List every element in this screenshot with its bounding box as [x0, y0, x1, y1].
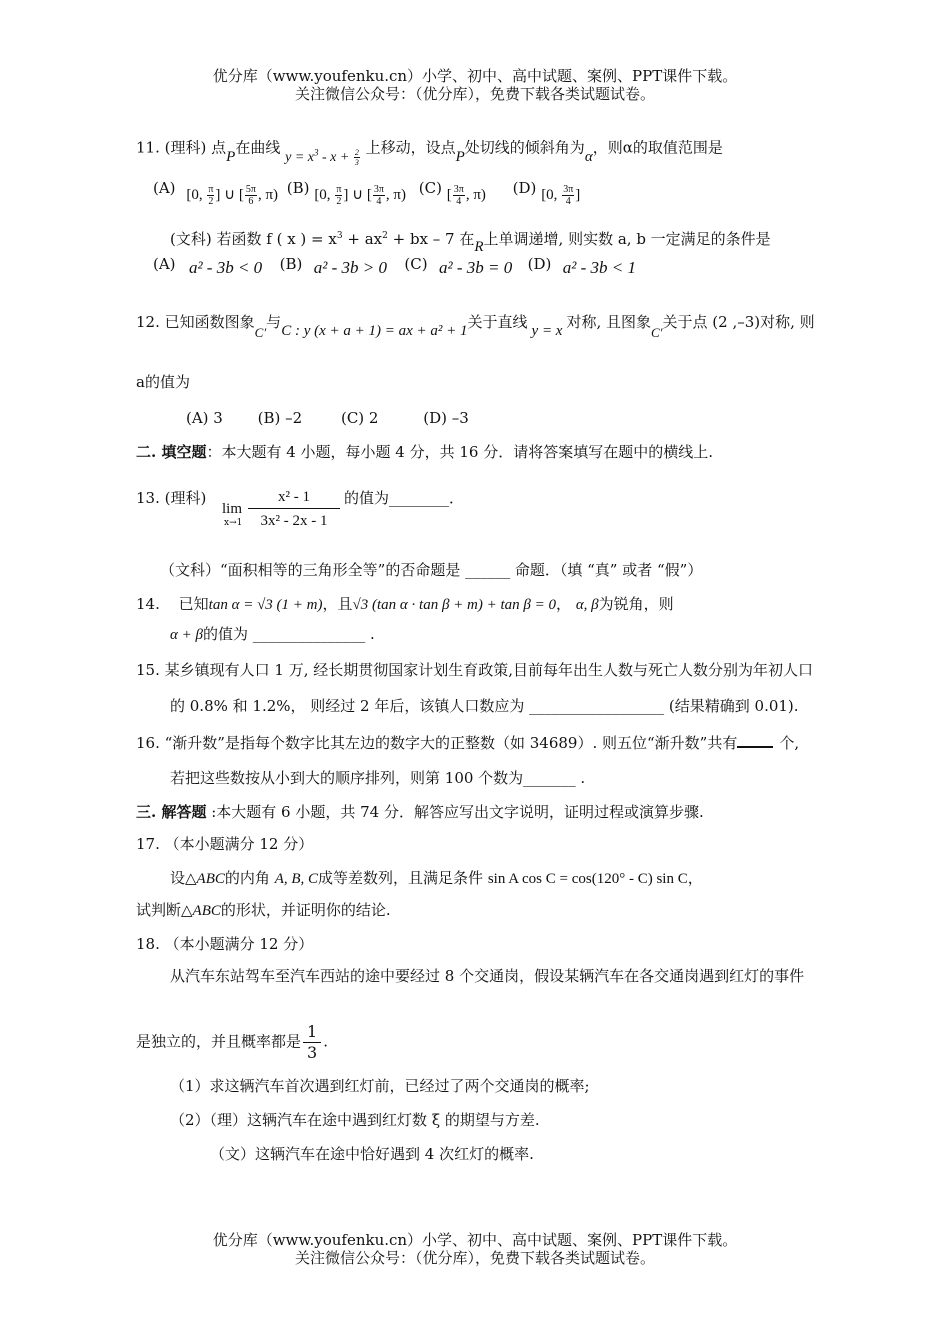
q17-abc-2: ABC: [192, 903, 221, 919]
q18-sub-3: （文）这辆汽车在途中恰好遇到 4 次红灯的概率.: [210, 1145, 534, 1163]
q11-var-p2: P: [455, 148, 465, 165]
q13-wen: （文科）“面积相等的三角形全等”的否命题是 ______ 命题．（填 “真” 或者 “假”）: [160, 561, 703, 579]
section2-heading: [136, 442, 713, 462]
q11-wen-text-c: + bx – 7 在: [387, 230, 475, 248]
q11-option-a: [0, $\frac{\pi}{2}$ ] ∪ [ $\frac{5\pi}{6}$ , π): [186, 184, 279, 208]
q11-label-d: (D): [512, 179, 537, 197]
q18-fraction: [303, 1022, 321, 1063]
q14-text-d: 为锐角，则: [598, 595, 674, 613]
q17-line-2: [136, 900, 391, 921]
q11-text-a: 点: [211, 138, 227, 157]
q11-options: [153, 179, 581, 208]
q11-wen-text-a: 若函数 f ( x ) = x: [216, 230, 337, 248]
q11-label-b: (B): [286, 179, 310, 197]
q18-sub-1: （1）求这辆汽车首次遇到红灯前，已经过了两个交通岗的概率;: [170, 1077, 590, 1095]
q17-line2-b: 的形状，并证明你的结论.: [220, 901, 391, 919]
q11-wen-text-b: + ax: [342, 230, 383, 248]
q13-lim-sub: x→1: [224, 518, 243, 528]
q17-text-b: 的内角: [224, 869, 270, 887]
q16-line-1: [136, 732, 799, 753]
q11-option-d: [0, $\frac{3\pi}{4}$ ]: [541, 184, 581, 208]
section3-title: 三. 解答题: [136, 803, 207, 821]
q11-tag-wen: (文科): [170, 230, 212, 248]
q12-text-c: 关于直线: [467, 313, 528, 331]
q12-line-2: a的值为: [136, 373, 190, 391]
q12-text-b: 与: [266, 313, 282, 331]
q12-option-d: (D) –3: [423, 409, 469, 427]
q12-option-b: (B) –2: [257, 409, 303, 427]
q11-var-p: P: [226, 148, 236, 165]
q11-curve: $y = x^3 - x$ + $\frac{2}{3}$: [285, 147, 359, 167]
q17-header: 17. （本小题满分 12 分）: [136, 835, 314, 853]
footer-line-2: 关注微信公众号：（优分库），免费下载各类试题试卷。: [294, 1249, 655, 1267]
q17-abc: ABC: [196, 871, 225, 887]
q17-condition: sin A cos C = cos(120° - C) sin C: [487, 871, 688, 887]
q11-var-alpha: α: [584, 148, 593, 165]
q11-label-c: (C): [418, 179, 442, 197]
header-line-1: 优分库（www.youfenku.cn）小学、初中、高中试题、案例、PPT课件下载。: [212, 67, 738, 85]
q14-eq1: tan α = √3 (1 + m): [208, 597, 323, 613]
q14-text-e: 的值为 _______________ .: [202, 625, 375, 643]
q16-blank: [737, 732, 773, 748]
q11-label-a: (A): [153, 179, 176, 197]
footer-line-1: 优分库（www.youfenku.cn）小学、初中、高中试题、案例、PPT课件下载。: [212, 1231, 738, 1249]
q13-number: 13.: [136, 489, 160, 507]
q11-wen-option-d: a² - 3b < 1: [562, 258, 636, 277]
q11-wen-option-b: a² - 3b > 0: [313, 258, 387, 277]
q16-text-b: 个,: [779, 734, 800, 752]
q11-option-c: [ $\frac{3\pi}{4}$ , π): [446, 184, 486, 208]
q14-text-c: ，: [556, 595, 572, 613]
q12-line-eq: y = x: [531, 323, 563, 339]
q15-line-2: 的 0.8% 和 1.2%， 则经过 2 年后，该镇人口数应为 __________________ (结果精确到 0.01).: [170, 697, 799, 715]
q12-option-c: (C) 2: [340, 409, 379, 427]
q18-line2-a: 是独立的，并且概率都是: [136, 1032, 302, 1051]
q14-number: 14.: [136, 595, 160, 613]
q17-line-1: [170, 868, 703, 889]
q14-vars: α, β: [575, 597, 599, 613]
q13-numerator: x² - 1: [248, 486, 340, 509]
q11-wen-text-d: 上单调递增, 则实数 a, b 一定满足的条件是: [483, 230, 771, 248]
q14-text-a: 已知: [178, 595, 209, 613]
q15-line-1: 15. 某乡镇现有人口 1 万, 经长期贯彻国家计划生育政策,目前每年出生人数与死亡人数分别为年初人口: [136, 661, 814, 679]
section3-heading: [136, 802, 704, 822]
q18-sub-2: （2）（理）这辆汽车在途中遇到红灯数 ξ 的期望与方差.: [170, 1111, 540, 1129]
q11-line-1: [136, 134, 723, 167]
section2-title: 二. 填空题: [136, 443, 207, 461]
q16-line-2: 若把这些数按从小到大的顺序排列，则第 100 个数为_______ .: [170, 769, 586, 787]
q11-tag-li: (理科): [164, 138, 207, 157]
q17-line2-a: 试判断△: [136, 901, 193, 919]
q11-wen-label-a: (A): [153, 255, 176, 273]
q17-angles: A, B, C: [274, 871, 319, 887]
q17-text-c: 成等差数列，且满足条件: [318, 869, 484, 887]
q17-text-a: 设△: [170, 869, 197, 887]
q13-lim-text: lim: [222, 501, 243, 517]
q18-line2-b: .: [323, 1032, 328, 1051]
q17-text-d: ，: [687, 869, 703, 887]
q13-fraction: [248, 486, 340, 533]
section3-desc: :本大题有 6 小题，共 74 分．解答应写出文字说明，证明过程或演算步骤.: [206, 803, 704, 821]
q12-var-c2: C′: [651, 325, 663, 340]
q12-text-d: 对称, 且图象: [566, 313, 652, 331]
q11-text-c: 上移动，设点: [365, 138, 456, 157]
q18-frac-numerator: 1: [303, 1022, 321, 1043]
q11-wen-label-d: (D): [527, 255, 552, 273]
q12-number: 12.: [136, 313, 160, 331]
q12-var-c1: C′: [254, 325, 267, 340]
q11-wen-option-a: a² - 3b < 0: [188, 258, 263, 277]
q11-text-d: 处切线的倾斜角为: [464, 138, 585, 157]
header-line-2: 关注微信公众号：（优分库），免费下载各类试题试卷。: [294, 85, 655, 103]
q11-var-r: R: [474, 239, 484, 255]
q16-text-a: 16. “渐升数”是指每个数字比其左边的数字大的正整数（如 34689）. 则五位“渐升数”共有: [136, 734, 738, 752]
section2-desc: ：本大题有 4 小题，每小题 4 分，共 16 分．请将答案填写在题中的横线上.: [206, 443, 714, 461]
q13-tag: (理科): [164, 489, 207, 507]
q18-line-1: 从汽车东站驾车至汽车西站的途中要经过 8 个交通岗，假设某辆汽车在各交通岗遇到红灯的事件: [170, 967, 805, 985]
q12-options: [186, 408, 469, 428]
q14-text-b: ，且: [322, 595, 353, 613]
q12-equation: C : y (x + a + 1) = ax + a² + 1: [281, 323, 468, 339]
q11-wen-line: (文科) 若函数 f ( x ) = $x^3 + ax^2$ + bx – 7 在R上单调递增, 则实数 a, b 一定满足的条件是: [170, 230, 771, 255]
q14-sum: α + β: [170, 627, 203, 643]
q12-option-a: (A) 3: [186, 409, 223, 427]
q14-eq2: √3 (tan α · tan β + m) + tan β = 0: [352, 597, 557, 613]
q11-wen-label-b: (B): [279, 255, 303, 273]
q13-text-a: 的值为________．: [344, 489, 465, 507]
q14-line-1: [136, 594, 674, 615]
q11-text-b: 在曲线: [235, 138, 281, 157]
q12-text-e: 关于点 (2 ,–3)对称, 则: [662, 313, 815, 331]
q11-wen-label-c: (C): [404, 255, 428, 273]
q13-lim: [222, 498, 242, 519]
q14-line-2: [170, 624, 375, 645]
q18-header: 18. （本小题满分 12 分）: [136, 935, 314, 953]
q11-wen-options: [153, 255, 636, 278]
q12-line-1: [136, 312, 815, 340]
q11-text-e: ，则α的取值范围是: [592, 138, 723, 157]
q11-number: 11.: [136, 138, 160, 157]
q18-line-2: [136, 1022, 328, 1063]
q13-denominator: 3x² - 2x - 1: [260, 513, 328, 529]
q12-text-a: 已知函数图象: [164, 313, 255, 331]
q11-option-b: [0, $\frac{\pi}{2}$ ] ∪ [ $\frac{3\pi}{4}$ , π): [314, 184, 406, 208]
q18-frac-denominator: 3: [307, 1043, 318, 1062]
q13-line-1: [136, 488, 206, 508]
q11-wen-option-c: a² - 3b = 0: [438, 258, 513, 277]
